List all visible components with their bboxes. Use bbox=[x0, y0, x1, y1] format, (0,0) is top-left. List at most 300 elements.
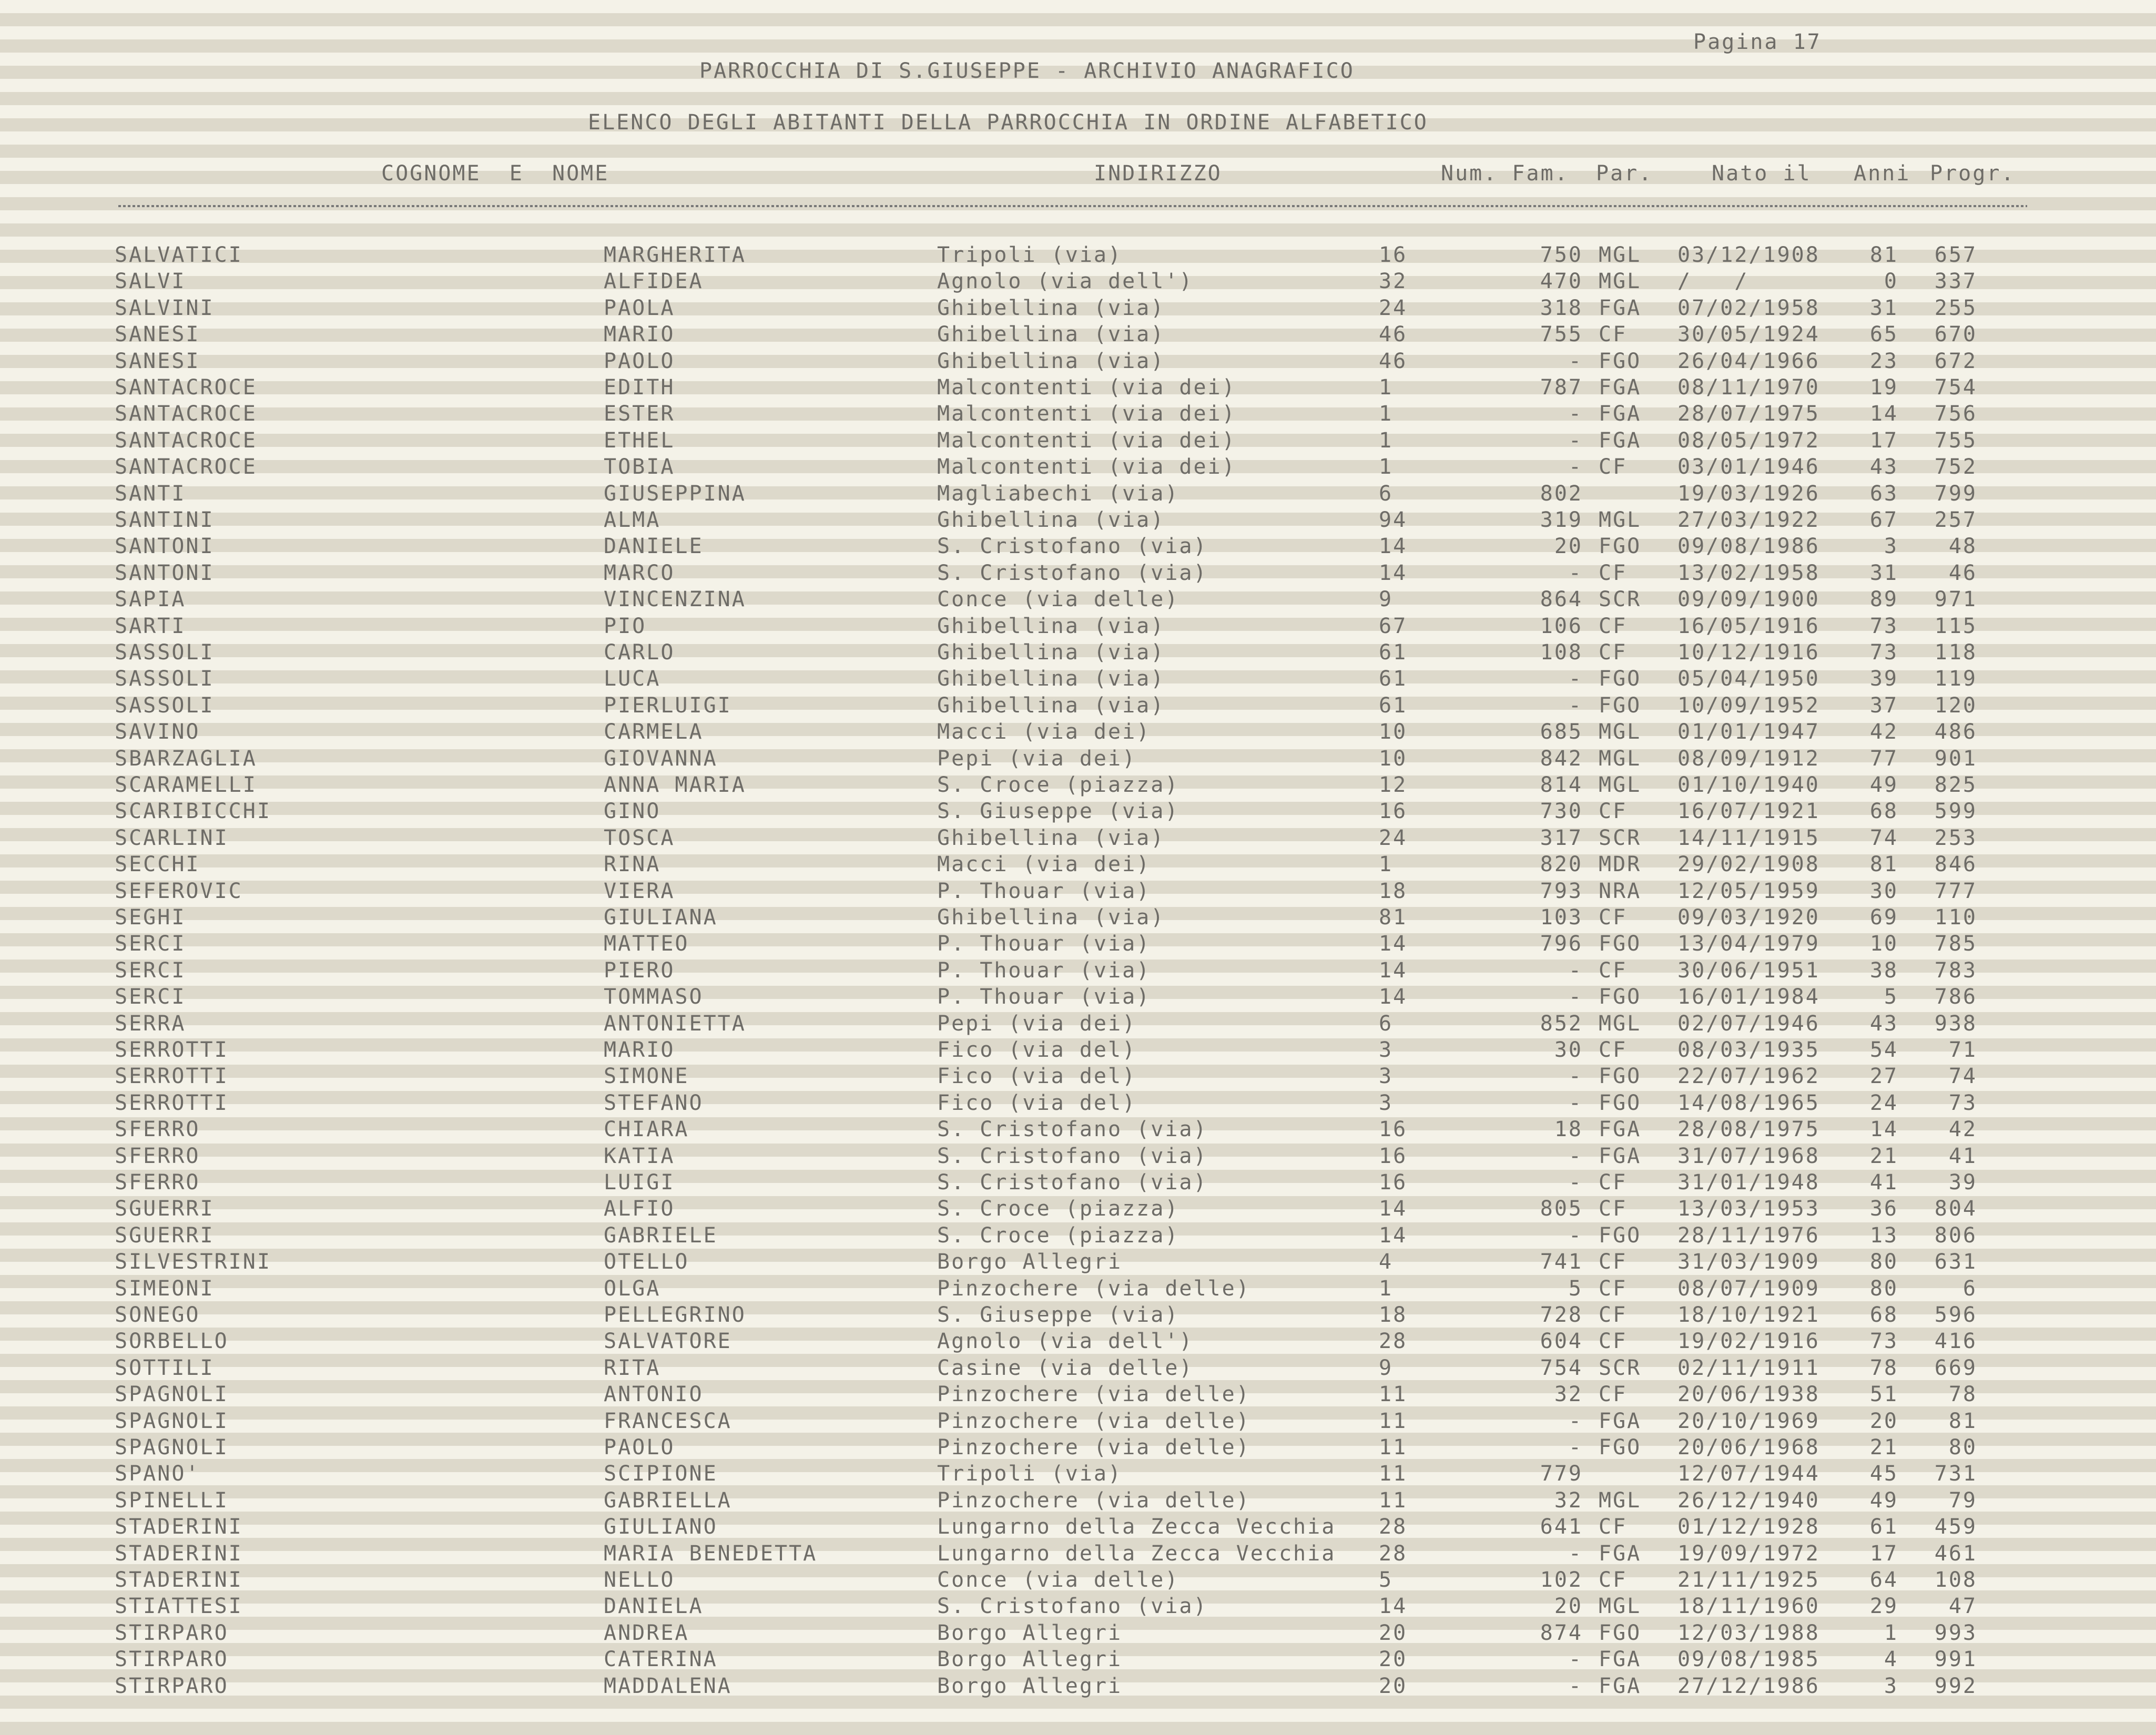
family-number-cell: - bbox=[1568, 667, 1583, 691]
progressive-number-cell: 901 bbox=[1934, 747, 1977, 771]
house-number-cell: 14 bbox=[1379, 958, 1408, 983]
address-cell: Macci (via dei) bbox=[937, 852, 1151, 876]
surname-cell: SEFEROVIC bbox=[115, 879, 243, 903]
family-number-cell: 805 bbox=[1540, 1197, 1583, 1221]
address-cell: P. Thouar (via) bbox=[937, 958, 1151, 983]
first-name-cell: PIERLUIGI bbox=[604, 693, 732, 718]
first-name-cell: STEFANO bbox=[604, 1091, 704, 1115]
surname-cell: SERCI bbox=[115, 958, 186, 983]
birth-date-cell: 30/05/1924 bbox=[1677, 322, 1820, 346]
address-cell: Agnolo (via dell') bbox=[937, 1329, 1194, 1353]
table-row bbox=[0, 746, 2156, 772]
progressive-number-cell: 74 bbox=[1948, 1064, 1977, 1088]
family-number-cell: 317 bbox=[1540, 826, 1583, 850]
family-number-cell: 820 bbox=[1540, 852, 1583, 876]
surname-cell: SANESI bbox=[115, 349, 200, 373]
table-row bbox=[0, 1011, 2156, 1037]
surname-cell: SIMEONI bbox=[115, 1277, 215, 1301]
birth-date-cell: 03/12/1908 bbox=[1677, 243, 1820, 267]
birth-date-cell: 31/01/1948 bbox=[1677, 1170, 1820, 1195]
house-number-cell: 6 bbox=[1379, 1012, 1394, 1036]
family-number-cell: 106 bbox=[1540, 614, 1583, 638]
relationship-cell: FGO bbox=[1599, 1435, 1642, 1460]
house-number-cell: 46 bbox=[1379, 322, 1408, 346]
surname-cell: SASSOLI bbox=[115, 640, 215, 665]
surname-cell: SPANO' bbox=[115, 1462, 200, 1486]
relationship-cell: CF bbox=[1599, 640, 1628, 665]
address-cell: Casine (via delle) bbox=[937, 1356, 1194, 1380]
relationship-cell: MGL bbox=[1599, 508, 1642, 532]
house-number-cell: 94 bbox=[1379, 508, 1408, 532]
address-cell: S. Cristofano (via) bbox=[937, 561, 1208, 585]
house-number-cell: 61 bbox=[1379, 667, 1408, 691]
progressive-number-cell: 118 bbox=[1934, 640, 1977, 665]
surname-cell: SFERRO bbox=[115, 1170, 200, 1195]
progressive-number-cell: 777 bbox=[1934, 879, 1977, 903]
family-number-cell: - bbox=[1568, 1674, 1583, 1698]
surname-cell: STADERINI bbox=[115, 1515, 243, 1539]
address-cell: Ghibellina (via) bbox=[937, 640, 1165, 665]
age-cell: 74 bbox=[1869, 826, 1898, 850]
progressive-number-cell: 79 bbox=[1948, 1488, 1977, 1513]
age-cell: 51 bbox=[1869, 1382, 1898, 1406]
age-cell: 24 bbox=[1869, 1091, 1898, 1115]
table-row bbox=[0, 401, 2156, 427]
first-name-cell: PAOLA bbox=[604, 296, 675, 320]
first-name-cell: VINCENZINA bbox=[604, 587, 746, 611]
header-par: Par. bbox=[1596, 161, 1653, 186]
birth-date-cell: 27/12/1986 bbox=[1677, 1674, 1820, 1698]
age-cell: 23 bbox=[1869, 349, 1898, 373]
birth-date-cell: 12/07/1944 bbox=[1677, 1462, 1820, 1486]
surname-cell: SGUERRI bbox=[115, 1197, 215, 1221]
relationship-cell: FGO bbox=[1599, 1621, 1642, 1645]
table-row bbox=[0, 1249, 2156, 1275]
family-number-cell: 842 bbox=[1540, 747, 1583, 771]
family-number-cell: - bbox=[1568, 455, 1583, 479]
house-number-cell: 16 bbox=[1379, 1170, 1408, 1195]
progressive-number-cell: 486 bbox=[1934, 720, 1977, 744]
surname-cell: SANTI bbox=[115, 482, 186, 506]
table-row bbox=[0, 1037, 2156, 1063]
birth-date-cell: 28/07/1975 bbox=[1677, 402, 1820, 426]
age-cell: 64 bbox=[1869, 1568, 1898, 1592]
progressive-number-cell: 39 bbox=[1948, 1170, 1977, 1195]
relationship-cell: MGL bbox=[1599, 747, 1642, 771]
age-cell: 4 bbox=[1884, 1647, 1898, 1671]
table-row bbox=[0, 481, 2156, 507]
age-cell: 42 bbox=[1869, 720, 1898, 744]
first-name-cell: ETHEL bbox=[604, 428, 675, 453]
house-number-cell: 18 bbox=[1379, 879, 1408, 903]
surname-cell: SASSOLI bbox=[115, 667, 215, 691]
house-number-cell: 20 bbox=[1379, 1621, 1408, 1645]
age-cell: 73 bbox=[1869, 614, 1898, 638]
age-cell: 41 bbox=[1869, 1170, 1898, 1195]
age-cell: 19 bbox=[1869, 375, 1898, 400]
age-cell: 67 bbox=[1869, 508, 1898, 532]
address-cell: S. Croce (piazza) bbox=[937, 1223, 1179, 1248]
table-row bbox=[0, 1116, 2156, 1142]
progressive-number-cell: 78 bbox=[1948, 1382, 1977, 1406]
surname-cell: SORBELLO bbox=[115, 1329, 229, 1353]
family-number-cell: 755 bbox=[1540, 322, 1583, 346]
first-name-cell: RITA bbox=[604, 1356, 661, 1380]
house-number-cell: 16 bbox=[1379, 243, 1408, 267]
table-row bbox=[0, 931, 2156, 957]
header-born: Nato il bbox=[1712, 161, 1812, 186]
address-cell: Borgo Allegri bbox=[937, 1674, 1123, 1698]
progressive-number-cell: 731 bbox=[1934, 1462, 1977, 1486]
family-number-cell: 741 bbox=[1540, 1250, 1583, 1274]
surname-cell: SALVATICI bbox=[115, 243, 243, 267]
surname-cell: SEGHI bbox=[115, 905, 186, 930]
table-row bbox=[0, 1540, 2156, 1567]
first-name-cell: FRANCESCA bbox=[604, 1409, 732, 1433]
relationship-cell: CF bbox=[1599, 1303, 1628, 1327]
first-name-cell: ALFIDEA bbox=[604, 269, 704, 293]
relationship-cell: FGO bbox=[1599, 1064, 1642, 1088]
surname-cell: SERRA bbox=[115, 1012, 186, 1036]
table-row bbox=[0, 639, 2156, 666]
table-row bbox=[0, 957, 2156, 984]
family-number-cell: 319 bbox=[1540, 508, 1583, 532]
progressive-number-cell: 81 bbox=[1948, 1409, 1977, 1433]
age-cell: 14 bbox=[1869, 402, 1898, 426]
birth-date-cell: 01/01/1947 bbox=[1677, 720, 1820, 744]
relationship-cell: SCR bbox=[1599, 826, 1642, 850]
progressive-number-cell: 754 bbox=[1934, 375, 1977, 400]
table-row bbox=[0, 1620, 2156, 1646]
relationship-cell: FGO bbox=[1599, 1091, 1642, 1115]
progressive-number-cell: 46 bbox=[1948, 561, 1977, 585]
age-cell: 1 bbox=[1884, 1621, 1898, 1645]
family-number-cell: 750 bbox=[1540, 243, 1583, 267]
relationship-cell: CF bbox=[1599, 958, 1628, 983]
birth-date-cell: 07/02/1958 bbox=[1677, 296, 1820, 320]
relationship-cell: FGO bbox=[1599, 693, 1642, 718]
family-number-cell: 852 bbox=[1540, 1012, 1583, 1036]
surname-cell: SCARIBICCHI bbox=[115, 799, 271, 823]
relationship-cell: CF bbox=[1599, 1568, 1628, 1592]
house-number-cell: 11 bbox=[1379, 1382, 1408, 1406]
house-number-cell: 11 bbox=[1379, 1488, 1408, 1513]
age-cell: 69 bbox=[1869, 905, 1898, 930]
address-cell: Ghibellina (via) bbox=[937, 693, 1165, 718]
age-cell: 21 bbox=[1869, 1144, 1898, 1168]
table-row bbox=[0, 586, 2156, 613]
header-name: COGNOME E NOME bbox=[381, 161, 609, 186]
birth-date-cell: 18/11/1960 bbox=[1677, 1594, 1820, 1618]
progressive-number-cell: 991 bbox=[1934, 1647, 1977, 1671]
house-number-cell: 10 bbox=[1379, 747, 1408, 771]
address-cell: Pinzochere (via delle) bbox=[937, 1435, 1250, 1460]
house-number-cell: 20 bbox=[1379, 1647, 1408, 1671]
birth-date-cell: 09/08/1985 bbox=[1677, 1647, 1820, 1671]
address-cell: Lungarno della Zecca Vecchia bbox=[937, 1515, 1336, 1539]
first-name-cell: TOBIA bbox=[604, 455, 675, 479]
relationship-cell: CF bbox=[1599, 1277, 1628, 1301]
family-number-cell: 32 bbox=[1554, 1382, 1583, 1406]
relationship-cell: CF bbox=[1599, 1382, 1628, 1406]
age-cell: 81 bbox=[1869, 243, 1898, 267]
table-row bbox=[0, 268, 2156, 294]
birth-date-cell: 09/09/1900 bbox=[1677, 587, 1820, 611]
progressive-number-cell: 71 bbox=[1948, 1038, 1977, 1062]
age-cell: 65 bbox=[1869, 322, 1898, 346]
surname-cell: STIRPARO bbox=[115, 1647, 229, 1671]
first-name-cell: VIERA bbox=[604, 879, 675, 903]
relationship-cell: MDR bbox=[1599, 852, 1642, 876]
age-cell: 17 bbox=[1869, 428, 1898, 453]
house-number-cell: 18 bbox=[1379, 1303, 1408, 1327]
surname-cell: SOTTILI bbox=[115, 1356, 215, 1380]
address-cell: Ghibellina (via) bbox=[937, 905, 1165, 930]
progressive-number-cell: 115 bbox=[1934, 614, 1977, 638]
first-name-cell: PAOLO bbox=[604, 349, 675, 373]
first-name-cell: MARIO bbox=[604, 322, 675, 346]
table-row bbox=[0, 1381, 2156, 1407]
progressive-number-cell: 631 bbox=[1934, 1250, 1977, 1274]
first-name-cell: KATIA bbox=[604, 1144, 675, 1168]
birth-date-cell: 08/03/1935 bbox=[1677, 1038, 1820, 1062]
address-cell: S. Giuseppe (via) bbox=[937, 1303, 1179, 1327]
age-cell: 3 bbox=[1884, 1674, 1898, 1698]
surname-cell: STIATTESI bbox=[115, 1594, 243, 1618]
family-number-cell: - bbox=[1568, 1144, 1583, 1168]
family-number-cell: 728 bbox=[1540, 1303, 1583, 1327]
first-name-cell: GIOVANNA bbox=[604, 747, 718, 771]
progressive-number-cell: 337 bbox=[1934, 269, 1977, 293]
house-number-cell: 20 bbox=[1379, 1674, 1408, 1698]
birth-date-cell: 12/05/1959 bbox=[1677, 879, 1820, 903]
surname-cell: SANESI bbox=[115, 322, 200, 346]
age-cell: 68 bbox=[1869, 1303, 1898, 1327]
birth-date-cell: 13/04/1979 bbox=[1677, 932, 1820, 956]
house-number-cell: 14 bbox=[1379, 1223, 1408, 1248]
age-cell: 89 bbox=[1869, 587, 1898, 611]
birth-date-cell: 21/11/1925 bbox=[1677, 1568, 1820, 1592]
table-row bbox=[0, 1222, 2156, 1249]
house-number-cell: 4 bbox=[1379, 1250, 1394, 1274]
age-cell: 38 bbox=[1869, 958, 1898, 983]
birth-date-cell: 14/11/1915 bbox=[1677, 826, 1820, 850]
house-number-cell: 61 bbox=[1379, 640, 1408, 665]
first-name-cell: MARIO bbox=[604, 1038, 675, 1062]
house-number-cell: 14 bbox=[1379, 561, 1408, 585]
first-name-cell: MARGHERITA bbox=[604, 243, 746, 267]
document-title: PARROCCHIA DI S.GIUSEPPE - ARCHIVIO ANAGRAFICO bbox=[699, 59, 1355, 83]
birth-date-cell: 10/09/1952 bbox=[1677, 693, 1820, 718]
address-cell: Fico (via del) bbox=[937, 1064, 1137, 1088]
address-cell: S. Cristofano (via) bbox=[937, 1170, 1208, 1195]
relationship-cell: FGA bbox=[1599, 1117, 1642, 1141]
age-cell: 43 bbox=[1869, 455, 1898, 479]
house-number-cell: 1 bbox=[1379, 1277, 1394, 1301]
address-cell: S. Cristofano (via) bbox=[937, 1117, 1208, 1141]
address-cell: Pinzochere (via delle) bbox=[937, 1382, 1250, 1406]
family-number-cell: 20 bbox=[1554, 1594, 1583, 1618]
age-cell: 77 bbox=[1869, 747, 1898, 771]
relationship-cell: MGL bbox=[1599, 720, 1642, 744]
first-name-cell: PIERO bbox=[604, 958, 675, 983]
first-name-cell: ANNA MARIA bbox=[604, 773, 746, 797]
progressive-number-cell: 42 bbox=[1948, 1117, 1977, 1141]
family-number-cell: 864 bbox=[1540, 587, 1583, 611]
relationship-cell: FGA bbox=[1599, 1542, 1642, 1566]
address-cell: Ghibellina (via) bbox=[937, 296, 1165, 320]
progressive-number-cell: 119 bbox=[1934, 667, 1977, 691]
progressive-number-cell: 672 bbox=[1934, 349, 1977, 373]
house-number-cell: 14 bbox=[1379, 932, 1408, 956]
age-cell: 45 bbox=[1869, 1462, 1898, 1486]
house-number-cell: 16 bbox=[1379, 799, 1408, 823]
relationship-cell: FGA bbox=[1599, 375, 1642, 400]
relationship-cell: SCR bbox=[1599, 587, 1642, 611]
surname-cell: SANTINI bbox=[115, 508, 215, 532]
table-row bbox=[0, 1090, 2156, 1116]
surname-cell: SANTONI bbox=[115, 561, 215, 585]
family-number-cell: 103 bbox=[1540, 905, 1583, 930]
relationship-cell: FGO bbox=[1599, 534, 1642, 558]
address-cell: Ghibellina (via) bbox=[937, 508, 1165, 532]
progressive-number-cell: 596 bbox=[1934, 1303, 1977, 1327]
surname-cell: SANTACROCE bbox=[115, 402, 257, 426]
relationship-cell: MGL bbox=[1599, 1594, 1642, 1618]
age-cell: 17 bbox=[1869, 1542, 1898, 1566]
first-name-cell: SALVATORE bbox=[604, 1329, 732, 1353]
age-cell: 31 bbox=[1869, 296, 1898, 320]
first-name-cell: SIMONE bbox=[604, 1064, 689, 1088]
house-number-cell: 5 bbox=[1379, 1568, 1394, 1592]
progressive-number-cell: 110 bbox=[1934, 905, 1977, 930]
birth-date-cell: 31/03/1909 bbox=[1677, 1250, 1820, 1274]
house-number-cell: 32 bbox=[1379, 269, 1408, 293]
age-cell: 29 bbox=[1869, 1594, 1898, 1618]
age-cell: 73 bbox=[1869, 640, 1898, 665]
age-cell: 49 bbox=[1869, 773, 1898, 797]
family-number-cell: - bbox=[1568, 349, 1583, 373]
age-cell: 49 bbox=[1869, 1488, 1898, 1513]
first-name-cell: SCIPIONE bbox=[604, 1462, 718, 1486]
address-cell: Ghibellina (via) bbox=[937, 614, 1165, 638]
house-number-cell: 14 bbox=[1379, 534, 1408, 558]
age-cell: 13 bbox=[1869, 1223, 1898, 1248]
house-number-cell: 1 bbox=[1379, 402, 1394, 426]
relationship-cell: FGA bbox=[1599, 428, 1642, 453]
relationship-cell: FGO bbox=[1599, 349, 1642, 373]
family-number-cell: 754 bbox=[1540, 1356, 1583, 1380]
progressive-number-cell: 752 bbox=[1934, 455, 1977, 479]
house-number-cell: 12 bbox=[1379, 773, 1408, 797]
family-number-cell: - bbox=[1568, 1435, 1583, 1460]
family-number-cell: 102 bbox=[1540, 1568, 1583, 1592]
table-row bbox=[0, 374, 2156, 401]
age-cell: 0 bbox=[1884, 269, 1898, 293]
family-number-cell: 5 bbox=[1568, 1277, 1583, 1301]
first-name-cell: TOMMASO bbox=[604, 985, 704, 1009]
address-cell: P. Thouar (via) bbox=[937, 879, 1151, 903]
surname-cell: SERCI bbox=[115, 985, 186, 1009]
relationship-cell: FGA bbox=[1599, 1144, 1642, 1168]
relationship-cell: CF bbox=[1599, 1197, 1628, 1221]
relationship-cell: FGO bbox=[1599, 985, 1642, 1009]
birth-date-cell: 09/08/1986 bbox=[1677, 534, 1820, 558]
house-number-cell: 14 bbox=[1379, 1594, 1408, 1618]
first-name-cell: GINO bbox=[604, 799, 661, 823]
table-row bbox=[0, 507, 2156, 533]
address-cell: Tripoli (via) bbox=[937, 1462, 1123, 1486]
table-row bbox=[0, 692, 2156, 719]
age-cell: 31 bbox=[1869, 561, 1898, 585]
table-row bbox=[0, 904, 2156, 931]
surname-cell: SASSOLI bbox=[115, 693, 215, 718]
family-number-cell: - bbox=[1568, 561, 1583, 585]
table-row bbox=[0, 1673, 2156, 1699]
address-cell: Pinzochere (via delle) bbox=[937, 1277, 1250, 1301]
table-row bbox=[0, 1328, 2156, 1354]
table-row bbox=[0, 533, 2156, 559]
first-name-cell: OTELLO bbox=[604, 1250, 689, 1274]
age-cell: 63 bbox=[1869, 482, 1898, 506]
first-name-cell: ANDREA bbox=[604, 1621, 689, 1645]
table-row bbox=[0, 454, 2156, 480]
birth-date-cell: 02/11/1911 bbox=[1677, 1356, 1820, 1380]
first-name-cell: EDITH bbox=[604, 375, 675, 400]
surname-cell: SARTI bbox=[115, 614, 186, 638]
house-number-cell: 16 bbox=[1379, 1144, 1408, 1168]
progressive-number-cell: 80 bbox=[1948, 1435, 1977, 1460]
surname-cell: SILVESTRINI bbox=[115, 1250, 271, 1274]
relationship-cell: FGA bbox=[1599, 296, 1642, 320]
relationship-cell: FGA bbox=[1599, 402, 1642, 426]
family-number-cell: 787 bbox=[1540, 375, 1583, 400]
age-cell: 27 bbox=[1869, 1064, 1898, 1088]
birth-date-cell: 22/07/1962 bbox=[1677, 1064, 1820, 1088]
birth-date-cell: 03/01/1946 bbox=[1677, 455, 1820, 479]
family-number-cell: - bbox=[1568, 958, 1583, 983]
birth-date-cell: 31/07/1968 bbox=[1677, 1144, 1820, 1168]
family-number-cell: 730 bbox=[1540, 799, 1583, 823]
address-cell: Pepi (via dei) bbox=[937, 1012, 1137, 1036]
birth-date-cell: 14/08/1965 bbox=[1677, 1091, 1820, 1115]
surname-cell: SERCI bbox=[115, 932, 186, 956]
surname-cell: SFERRO bbox=[115, 1144, 200, 1168]
table-row bbox=[0, 1514, 2156, 1540]
surname-cell: SAPIA bbox=[115, 587, 186, 611]
relationship-cell: MGL bbox=[1599, 1488, 1642, 1513]
birth-date-cell: 08/09/1912 bbox=[1677, 747, 1820, 771]
house-number-cell: 1 bbox=[1379, 375, 1394, 400]
relationship-cell: MGL bbox=[1599, 1012, 1642, 1036]
table-row bbox=[0, 1567, 2156, 1593]
birth-date-cell: 05/04/1950 bbox=[1677, 667, 1820, 691]
birth-date-cell: 13/03/1953 bbox=[1677, 1197, 1820, 1221]
family-number-cell: 779 bbox=[1540, 1462, 1583, 1486]
address-cell: Malcontenti (via dei) bbox=[937, 455, 1236, 479]
table-row bbox=[0, 348, 2156, 374]
header-prog: Progr. bbox=[1930, 161, 2016, 186]
table-row bbox=[0, 1063, 2156, 1089]
table-row bbox=[0, 295, 2156, 321]
birth-date-cell: 13/02/1958 bbox=[1677, 561, 1820, 585]
relationship-cell: MGL bbox=[1599, 269, 1642, 293]
surname-cell: SALVINI bbox=[115, 296, 215, 320]
surname-cell: STIRPARO bbox=[115, 1621, 229, 1645]
address-cell: Pinzochere (via delle) bbox=[937, 1409, 1250, 1433]
address-cell: Macci (via dei) bbox=[937, 720, 1151, 744]
birth-date-cell: 19/03/1926 bbox=[1677, 482, 1820, 506]
